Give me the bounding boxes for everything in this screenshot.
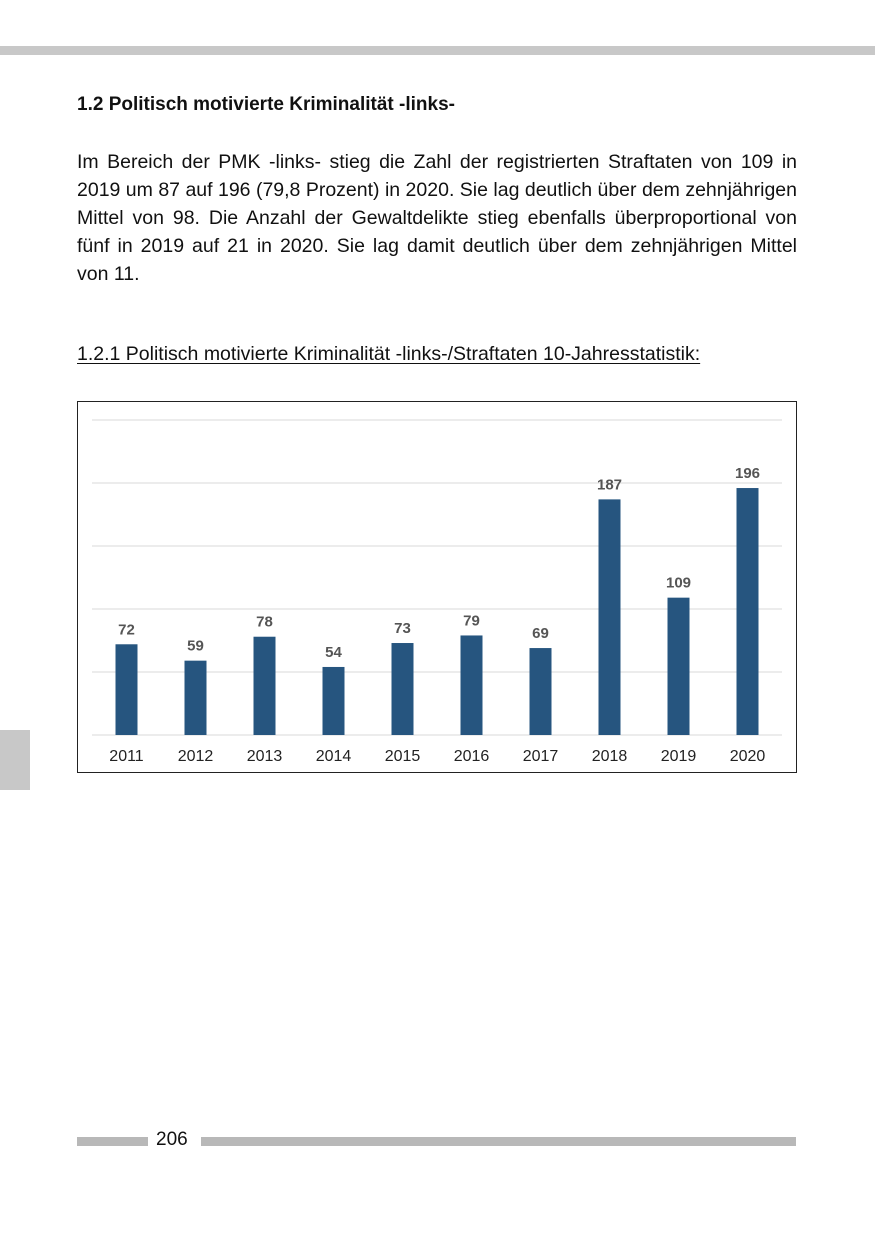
bar-layer <box>116 488 759 735</box>
data-label-2012: 59 <box>187 637 204 655</box>
x-tick-label-2011: 2011 <box>109 748 144 765</box>
x-tick-label-2013: 2013 <box>246 748 283 765</box>
bar-2017 <box>530 648 552 735</box>
x-tick-label-2018: 2018 <box>591 748 628 765</box>
bar-2012 <box>185 661 207 735</box>
x-tick-label-2017: 2017 <box>522 748 559 765</box>
footer-rule-left <box>77 1137 148 1146</box>
x-tick-label-2016: 2016 <box>453 748 490 765</box>
bar-2015 <box>392 643 414 735</box>
value-label-layer <box>118 465 760 661</box>
bar-2011 <box>116 644 138 735</box>
x-tick-label-2014: 2014 <box>315 748 352 765</box>
x-tick-label-2019: 2019 <box>660 748 697 765</box>
data-label-2011: 72 <box>118 621 135 639</box>
data-label-2017: 69 <box>532 625 549 643</box>
top-rule <box>0 46 875 55</box>
page-number: 206 <box>156 1129 188 1150</box>
data-label-2020: 196 <box>734 465 761 483</box>
bar-2016 <box>461 635 483 735</box>
bar-2018 <box>599 499 621 735</box>
data-label-2016: 79 <box>463 612 480 630</box>
footer-rule-right <box>201 1137 796 1146</box>
tick-label-layer <box>109 748 765 765</box>
section-paragraph: Im Bereich der PMK -links- stieg die Zahl der registrierten Straftaten von 109 in 2019 um 87 auf 196 (79,8 Prozent) in 2020. Sie lag deutlich über dem zehnjährigen Mittel von 98. Die Anzahl der Gewaltdelikte stieg ebenfalls überproportional von fünf in 2019 auf 21 in 2020. Sie lag damit deutlich über dem zehnjährigen Mittel von 11. <box>77 151 797 285</box>
x-tick-label-2012: 2012 <box>177 748 214 765</box>
x-tick-label-2015: 2015 <box>384 748 421 765</box>
data-label-2013: 78 <box>256 613 273 631</box>
bar-2014 <box>323 667 345 735</box>
chapter-side-tab <box>0 730 30 790</box>
bar-2019 <box>668 598 690 735</box>
bar-chart-frame <box>77 401 797 773</box>
data-label-2018: 187 <box>596 476 623 494</box>
data-label-2014: 54 <box>325 643 342 661</box>
data-label-2019: 109 <box>665 574 692 592</box>
subsection-title: 1.2.1 Politisch motivierte Kriminalität -links-/Straftaten 10-Jahresstatistik: <box>77 343 701 365</box>
x-tick-label-2020: 2020 <box>729 748 766 765</box>
bar-2020 <box>737 488 759 735</box>
data-label-2015: 73 <box>394 620 411 638</box>
bar-2013 <box>254 637 276 735</box>
bar-chart <box>78 402 796 772</box>
section-title: 1.2 Politisch motivierte Kriminalität -links- <box>77 94 455 115</box>
